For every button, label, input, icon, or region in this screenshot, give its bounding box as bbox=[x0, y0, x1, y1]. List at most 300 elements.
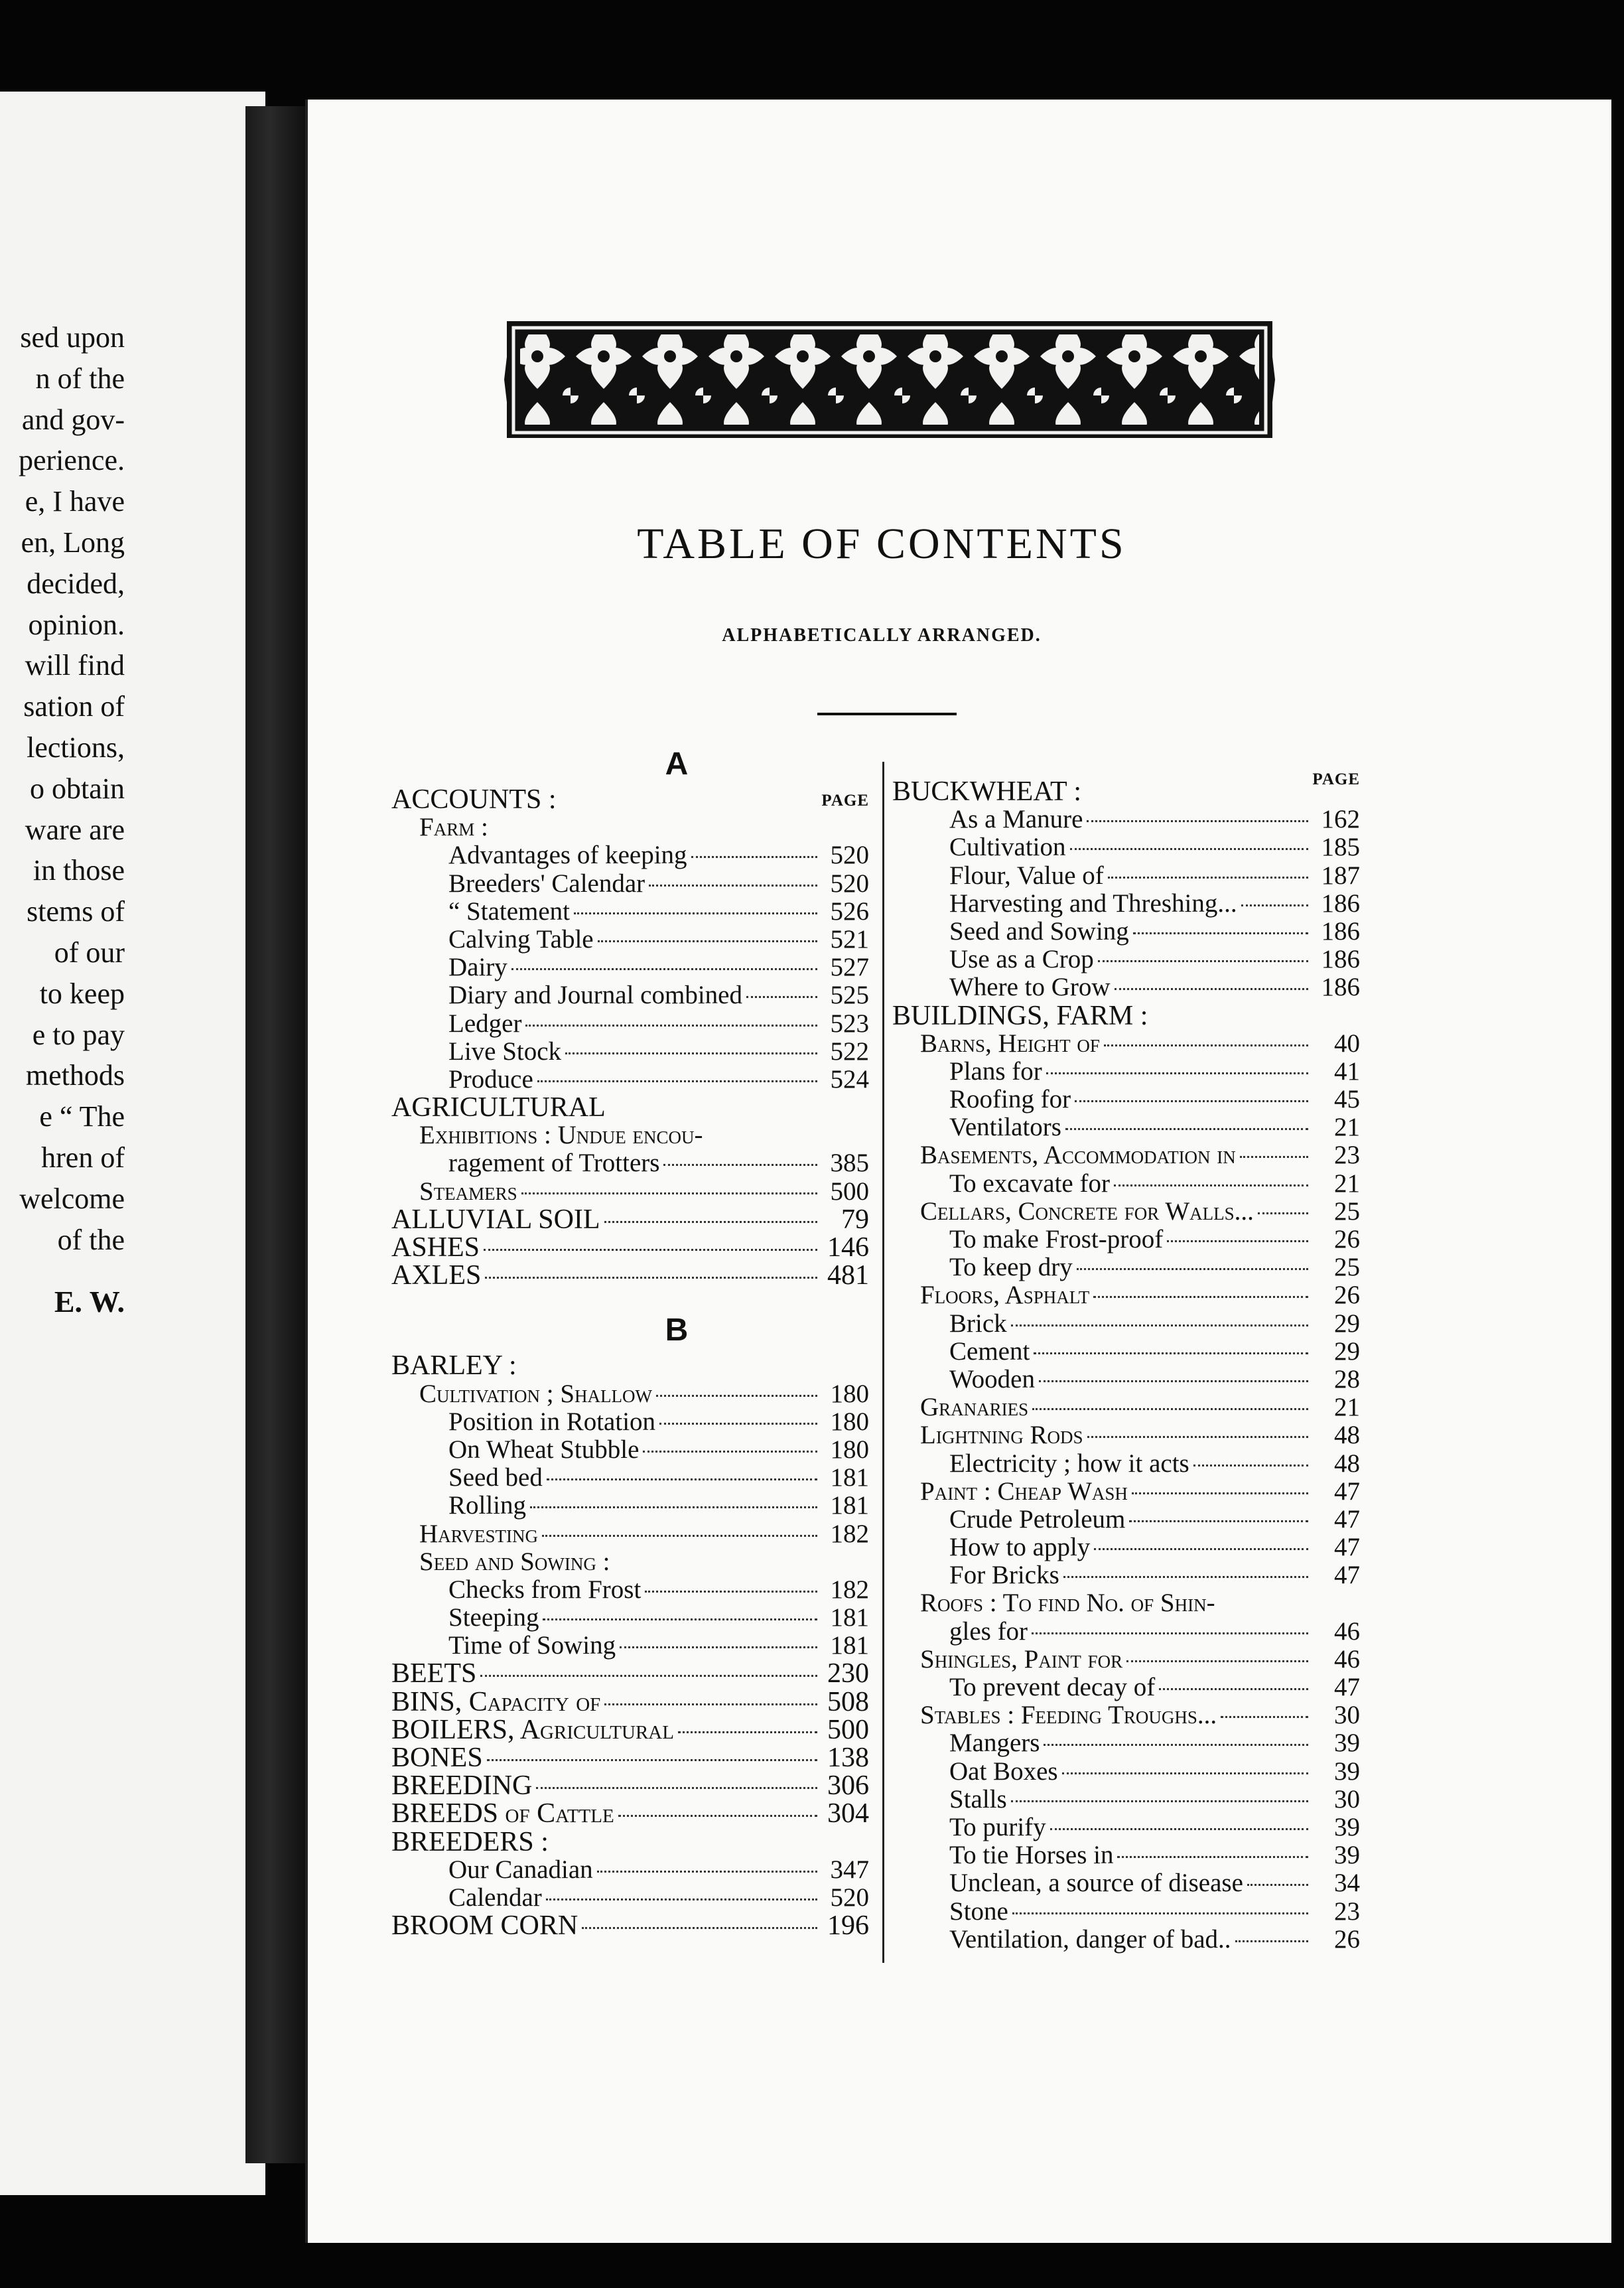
dot-leader bbox=[1235, 1940, 1308, 1942]
toc-entry bbox=[892, 1366, 1360, 1394]
entry-label: To purify bbox=[949, 1812, 1046, 1841]
dot-leader bbox=[1093, 1296, 1308, 1298]
ornamental-headpiece bbox=[504, 317, 1275, 443]
dot-leader bbox=[1070, 848, 1309, 850]
entry-page-number: 28 bbox=[1334, 1364, 1360, 1394]
entry-page-number: 29 bbox=[1334, 1309, 1360, 1338]
entry-label: Roofs : To find No. of Shin- bbox=[920, 1589, 1215, 1618]
entry-label: To tie Horses in bbox=[949, 1841, 1114, 1870]
entry-page-number: 39 bbox=[1334, 1729, 1360, 1758]
toc-entry bbox=[391, 1380, 869, 1408]
entry-page-number: 181 bbox=[830, 1491, 869, 1520]
toc-entry bbox=[892, 1869, 1360, 1897]
entry-label: Oat Boxes bbox=[949, 1756, 1058, 1786]
dot-leader bbox=[1046, 1072, 1308, 1074]
entry-label: To make Frost-proof bbox=[949, 1225, 1164, 1253]
toc-entry bbox=[391, 1716, 869, 1744]
facing-page-line: lections, bbox=[27, 731, 125, 764]
entry-page-number: 521 bbox=[830, 924, 869, 954]
toc-entry bbox=[892, 1170, 1360, 1198]
toc-entry bbox=[892, 1841, 1360, 1869]
entry-label: Paint : Cheap Wash bbox=[920, 1476, 1128, 1506]
entry-label: Our Canadian bbox=[448, 1855, 593, 1884]
facing-page-line: hren of bbox=[41, 1141, 125, 1174]
entry-label: Stalls bbox=[949, 1784, 1007, 1814]
entry-page-number: 508 bbox=[827, 1686, 869, 1717]
entry-page-number: 186 bbox=[1321, 889, 1360, 918]
entry-page-number: 25 bbox=[1334, 1196, 1360, 1226]
entry-page-number: 500 bbox=[827, 1714, 869, 1745]
toc-entry bbox=[391, 1828, 869, 1856]
entry-page-number: 385 bbox=[830, 1149, 869, 1178]
dot-leader bbox=[1104, 1044, 1308, 1046]
entry-label: For Bricks bbox=[949, 1561, 1059, 1590]
toc-entry bbox=[892, 1561, 1360, 1589]
entry-page-number: 522 bbox=[830, 1037, 869, 1066]
section-letter-a: A bbox=[665, 747, 689, 782]
entry-label: Steamers bbox=[419, 1177, 517, 1206]
toc-entry bbox=[391, 1408, 869, 1436]
entry-label: Cultivation ; Shallow bbox=[419, 1379, 653, 1408]
entry-label: Lightning Rods bbox=[920, 1421, 1083, 1450]
entry-label: Rolling bbox=[448, 1491, 527, 1520]
entry-label: Stables : Feeding Troughs... bbox=[920, 1701, 1217, 1730]
toc-entry bbox=[892, 890, 1360, 918]
entry-label: BUCKWHEAT : bbox=[892, 776, 1082, 807]
entry-page-number: 500 bbox=[830, 1177, 869, 1206]
entry-label: gles for bbox=[949, 1616, 1028, 1646]
dot-leader bbox=[1240, 1156, 1308, 1158]
toc-entry bbox=[391, 954, 869, 981]
facing-page-line: stems of bbox=[27, 895, 125, 928]
dot-leader bbox=[582, 1927, 817, 1929]
dot-leader bbox=[542, 1535, 817, 1537]
toc-entry bbox=[892, 1729, 1360, 1757]
dot-leader bbox=[485, 1277, 817, 1279]
dot-leader bbox=[620, 1646, 817, 1648]
entry-label: BEETS bbox=[391, 1658, 477, 1689]
entry-page-number: 34 bbox=[1334, 1869, 1360, 1898]
toc-entry bbox=[892, 1674, 1360, 1701]
entry-page-number: 481 bbox=[827, 1260, 869, 1291]
toc-entry bbox=[391, 1576, 869, 1604]
dot-leader bbox=[1062, 1772, 1308, 1774]
section-letter-b: B bbox=[665, 1313, 689, 1348]
toc-entry bbox=[391, 1772, 869, 1800]
facing-page-line: e “ The bbox=[39, 1100, 125, 1133]
entry-label: Crude Petroleum bbox=[949, 1504, 1126, 1534]
toc-entry bbox=[892, 1589, 1360, 1617]
dot-leader bbox=[521, 1192, 817, 1194]
entry-label: BOILERS, Agricultural bbox=[391, 1714, 674, 1745]
entry-page-number: 26 bbox=[1334, 1281, 1360, 1310]
facing-page-line: perience. bbox=[19, 444, 125, 477]
dot-leader bbox=[1039, 1380, 1308, 1382]
entry-label: Checks from Frost bbox=[448, 1575, 642, 1604]
entries-right bbox=[892, 770, 1360, 1954]
entry-page-number: 21 bbox=[1334, 1113, 1360, 1142]
entry-page-number: 523 bbox=[830, 1009, 869, 1038]
entry-page-number: 39 bbox=[1334, 1841, 1360, 1870]
facing-page-line: to keep bbox=[39, 977, 125, 1010]
toc-entry bbox=[892, 1898, 1360, 1926]
entry-page-number: 182 bbox=[830, 1519, 869, 1548]
toc-entry bbox=[892, 806, 1360, 833]
entry-page-number: 40 bbox=[1334, 1029, 1360, 1058]
toc-entry bbox=[892, 1198, 1360, 1226]
dot-leader bbox=[1167, 1240, 1308, 1242]
dot-leader bbox=[1012, 1912, 1308, 1914]
facing-page-line: methods bbox=[25, 1059, 125, 1092]
toc-entry bbox=[892, 1310, 1360, 1338]
entry-label: Cultivation bbox=[949, 833, 1066, 862]
dot-leader bbox=[746, 996, 817, 998]
toc-entry bbox=[892, 1450, 1360, 1478]
dot-leader bbox=[1011, 1324, 1308, 1326]
entry-page-number: 520 bbox=[830, 869, 869, 898]
entry-label: Use as a Crop bbox=[949, 945, 1094, 974]
facing-page-line: and gov- bbox=[21, 403, 125, 436]
entry-page-number: 520 bbox=[830, 1883, 869, 1912]
entry-label: BUILDINGS, FARM : bbox=[892, 1000, 1148, 1031]
entry-label: “ Statement bbox=[448, 896, 571, 926]
dot-leader bbox=[1034, 1352, 1308, 1354]
book-gutter bbox=[245, 106, 305, 2163]
toc-entry bbox=[892, 1646, 1360, 1674]
toc-entry bbox=[391, 1038, 869, 1066]
entry-label: To excavate for bbox=[949, 1169, 1110, 1198]
entry-page-number: 47 bbox=[1334, 1673, 1360, 1701]
toc-entry bbox=[391, 1149, 869, 1177]
entry-label: Mangers bbox=[949, 1729, 1040, 1758]
dot-leader bbox=[678, 1731, 817, 1733]
entry-label: How to apply bbox=[949, 1533, 1091, 1562]
facing-page-line: welcome bbox=[19, 1182, 125, 1215]
toc-entry bbox=[892, 778, 1360, 806]
toc-entry bbox=[892, 1786, 1360, 1814]
entry-label: Seed bed bbox=[448, 1463, 543, 1492]
dot-leader bbox=[1050, 1828, 1308, 1830]
dot-leader bbox=[546, 1898, 817, 1900]
entry-page-number: 21 bbox=[1334, 1169, 1360, 1198]
entry-label: Position in Rotation bbox=[448, 1407, 656, 1436]
entry-page-number: 186 bbox=[1321, 945, 1360, 974]
toc-entry bbox=[892, 1478, 1360, 1506]
dot-leader bbox=[530, 1506, 817, 1508]
entry-label: Time of Sowing bbox=[448, 1631, 616, 1660]
dot-leader bbox=[537, 1080, 817, 1082]
entry-label: AXLES bbox=[391, 1260, 482, 1291]
dot-leader bbox=[1247, 1884, 1308, 1886]
contents-column-left: A PAGE ACCOUNTS : Farm : Advantages of keeping 520 Breeders' Calendar 520 “ Statement 526 Calving Table 521 Dairy 527 Diary and Journal combined 525 Ledger 523 Live Stock 522 Produce 524 AGRICULTURAL Exhibitions : Undue encou- ragement of Trotters 385 Steamers 500 ALLUVIAL SOIL 79 ASHES 146 AXLES 481 B BARLEY : Cultivation ; Shallow 180 Position in Rotation 180 On Wheat Stubble 180 Seed bed 181 Rolling 181 Harvesting 182 Seed and Sowing : Checks from Frost 182 Steeping 181 Time of Sowing 181 BEETS 230 BINS, Capacity of 508 BOILERS, Agricultural 500 BONES 138 BREEDING 306 BREEDS of Cattle 304 BREEDERS : Our Canadian 347 Calendar 520 BROOM CORN 196 bbox=[391, 743, 869, 1940]
dot-leader bbox=[1117, 1856, 1308, 1858]
entry-label: Live Stock bbox=[448, 1037, 562, 1066]
entries-a bbox=[391, 786, 869, 1289]
entry-page-number: 47 bbox=[1334, 1504, 1360, 1534]
toc-entry bbox=[391, 786, 869, 814]
dot-leader bbox=[1065, 1128, 1308, 1130]
toc-entry bbox=[391, 926, 869, 954]
toc-entry bbox=[391, 1261, 869, 1289]
toc-entry bbox=[391, 1121, 869, 1149]
dot-leader bbox=[604, 1221, 817, 1223]
dot-leader bbox=[1094, 1548, 1308, 1550]
entry-label: Farm : bbox=[419, 813, 488, 842]
dot-leader bbox=[1126, 1660, 1308, 1662]
dot-leader bbox=[565, 1052, 817, 1054]
entry-page-number: 26 bbox=[1334, 1225, 1360, 1253]
entry-label: Produce bbox=[448, 1064, 533, 1094]
toc-entry bbox=[892, 1421, 1360, 1449]
toc-entry bbox=[391, 898, 869, 926]
dot-leader bbox=[1032, 1408, 1308, 1410]
toc-entry bbox=[892, 973, 1360, 1001]
dot-leader bbox=[536, 1787, 817, 1789]
column-divider bbox=[882, 762, 884, 1963]
entry-label: Harvesting and Threshing... bbox=[949, 889, 1237, 918]
entry-page-number: 187 bbox=[1321, 861, 1360, 890]
entry-page-number: 186 bbox=[1321, 916, 1360, 946]
dot-leader bbox=[1108, 877, 1308, 879]
dot-leader bbox=[1193, 1465, 1308, 1466]
entry-label: Barns, Height of bbox=[920, 1029, 1100, 1058]
dot-leader bbox=[1129, 1520, 1308, 1522]
toc-entry bbox=[391, 1688, 869, 1716]
entry-label: Stone bbox=[949, 1896, 1008, 1926]
entry-page-number: 45 bbox=[1334, 1085, 1360, 1114]
facing-page-text bbox=[0, 317, 125, 1319]
entry-label: Roofing for bbox=[949, 1085, 1071, 1114]
facing-page-line: e to pay bbox=[32, 1018, 125, 1051]
entry-label: On Wheat Stubble bbox=[448, 1435, 640, 1464]
entry-page-number: 47 bbox=[1334, 1533, 1360, 1562]
dot-leader bbox=[1133, 932, 1308, 934]
toc-entry bbox=[391, 1010, 869, 1038]
entry-page-number: 181 bbox=[830, 1603, 869, 1632]
entry-page-number: 21 bbox=[1334, 1393, 1360, 1422]
entry-label: Steeping bbox=[448, 1603, 539, 1632]
entry-label: Seed and Sowing : bbox=[419, 1547, 610, 1576]
entry-page-number: 23 bbox=[1334, 1896, 1360, 1926]
entry-page-number: 146 bbox=[827, 1232, 869, 1263]
entry-page-number: 26 bbox=[1334, 1924, 1360, 1954]
entry-label: To prevent decay of bbox=[949, 1673, 1156, 1701]
dot-leader bbox=[598, 940, 817, 942]
entry-label: Where to Grow bbox=[949, 973, 1111, 1002]
entry-label: Cellars, Concrete for Walls... bbox=[920, 1196, 1254, 1226]
facing-page-line: o obtain bbox=[30, 772, 125, 805]
entry-page-number: 230 bbox=[827, 1658, 869, 1689]
toc-entry bbox=[391, 1492, 869, 1520]
entry-label: Cement bbox=[949, 1336, 1030, 1366]
entry-label: Granaries bbox=[920, 1393, 1029, 1422]
toc-entry bbox=[391, 1744, 869, 1772]
entry-page-number: 39 bbox=[1334, 1756, 1360, 1786]
dot-leader bbox=[1032, 1632, 1308, 1634]
facing-page-line: of the bbox=[57, 1223, 125, 1256]
entry-page-number: 47 bbox=[1334, 1561, 1360, 1590]
dot-leader bbox=[1075, 1100, 1308, 1102]
facing-page-line: sation of bbox=[23, 690, 125, 723]
entry-page-number: 186 bbox=[1321, 973, 1360, 1002]
dot-leader bbox=[1044, 1744, 1308, 1746]
toc-entry bbox=[391, 1800, 869, 1827]
entry-label: Diary and Journal combined bbox=[448, 981, 742, 1010]
facing-page-line: in those bbox=[33, 854, 125, 887]
page-title: TABLE OF CONTENTS bbox=[637, 520, 1126, 568]
entry-page-number: 46 bbox=[1334, 1616, 1360, 1646]
toc-entry bbox=[391, 870, 869, 898]
toc-entry bbox=[892, 1002, 1360, 1030]
facing-page-line: decided, bbox=[27, 567, 125, 600]
dot-leader bbox=[1132, 1492, 1308, 1494]
toc-entry bbox=[892, 1281, 1360, 1309]
entry-label: ALLUVIAL SOIL bbox=[391, 1204, 600, 1235]
entry-label: Wooden bbox=[949, 1364, 1035, 1394]
dot-leader bbox=[618, 1815, 817, 1817]
toc-entry bbox=[892, 1058, 1360, 1086]
toc-entry bbox=[391, 1234, 869, 1261]
toc-entry bbox=[391, 814, 869, 841]
dot-leader bbox=[691, 856, 817, 858]
toc-entry bbox=[892, 833, 1360, 861]
dot-leader bbox=[1258, 1212, 1308, 1214]
toc-entry bbox=[892, 1534, 1360, 1561]
facing-page-line: en, Long bbox=[21, 526, 125, 559]
toc-entry bbox=[892, 1113, 1360, 1141]
dot-leader bbox=[663, 1164, 817, 1166]
dot-leader bbox=[525, 1025, 817, 1027]
contents-column-right: PAGE BUCKWHEAT : As a Manure 162 Cultivation 185 Flour, Value of 187 Harvesting and Threshing... 186 Seed and Sowing 186 Use as a Crop 186 Where to Grow 186 BUILDINGS, FARM : Barns, Height of 40 Plans for 41 Roofing for 45 Ventilators 21 Basements, Accommodation in 23 To excavate for 21 Cellars, Concrete for Walls... 25 To make Frost-proof 26 To keep dry 25 Floors, Asphalt 26 Brick 29 Cement 29 Wooden 28 Granaries 21 Lightning Rods 48 Electricity ; how it acts 48 Paint : Cheap Wash 47 Crude Petroleum 47 How to apply 47 For Bricks 47 Roofs : To find No. of Shin- gles for 46 Shingles, Paint for 46 To prevent decay of 47 Stables : Feeding Troughs... 30 Mangers 39 Oat Boxes 39 Stalls 30 To purify 39 To tie Horses in 39 Unclean, a source of disease 34 Stone 23 Ventilation, danger of bad.. 26 bbox=[892, 770, 1360, 1954]
dot-leader bbox=[574, 912, 817, 914]
toc-entry bbox=[892, 1506, 1360, 1534]
entry-label: AGRICULTURAL bbox=[391, 1092, 606, 1123]
entry-page-number: 527 bbox=[830, 953, 869, 982]
entry-page-number: 162 bbox=[1321, 805, 1360, 834]
entry-page-number: 25 bbox=[1334, 1253, 1360, 1282]
entry-label: BONES bbox=[391, 1743, 483, 1773]
dot-leader bbox=[511, 968, 817, 970]
toc-entry bbox=[391, 1464, 869, 1492]
toc-entry bbox=[892, 918, 1360, 946]
entry-label: Ledger bbox=[448, 1009, 522, 1038]
entry-page-number: 138 bbox=[827, 1743, 869, 1773]
entry-page-number: 181 bbox=[830, 1631, 869, 1660]
dot-leader bbox=[1011, 1800, 1308, 1802]
dot-leader bbox=[1087, 820, 1308, 822]
entries-b bbox=[391, 1352, 869, 1940]
facing-page-line: n of the bbox=[35, 362, 125, 395]
entry-page-number: 79 bbox=[841, 1204, 869, 1235]
dot-leader bbox=[604, 1703, 817, 1705]
toc-entry bbox=[892, 1701, 1360, 1729]
toc-entry bbox=[892, 1030, 1360, 1058]
entry-label: BREEDS of Cattle bbox=[391, 1798, 614, 1829]
toc-entry bbox=[892, 1394, 1360, 1421]
toc-entry bbox=[391, 981, 869, 1009]
dot-leader bbox=[1115, 988, 1308, 990]
entry-page-number: 23 bbox=[1334, 1141, 1360, 1170]
toc-entry bbox=[391, 1352, 869, 1380]
entry-page-number: 47 bbox=[1334, 1476, 1360, 1506]
toc-entry bbox=[391, 1436, 869, 1464]
dot-leader bbox=[1087, 1436, 1308, 1438]
toc-entry bbox=[391, 1206, 869, 1234]
entry-page-number: 196 bbox=[827, 1910, 869, 1942]
entry-label: Floors, Asphalt bbox=[920, 1281, 1090, 1310]
facing-page-line: ware are bbox=[25, 813, 125, 846]
entry-label: Advantages of keeping bbox=[448, 841, 687, 870]
dot-leader bbox=[649, 885, 817, 887]
facing-page-line: of our bbox=[54, 936, 125, 969]
entry-label: ACCOUNTS : bbox=[391, 784, 557, 815]
dot-leader bbox=[1114, 1184, 1308, 1186]
toc-entry bbox=[391, 1884, 869, 1912]
dot-leader bbox=[656, 1395, 817, 1397]
toc-entry bbox=[892, 946, 1360, 973]
entry-label: Unclean, a source of disease bbox=[949, 1869, 1243, 1898]
toc-entry bbox=[391, 1632, 869, 1660]
entry-label: Calving Table bbox=[448, 924, 594, 954]
entry-label: To keep dry bbox=[949, 1253, 1073, 1282]
entry-page-number: 524 bbox=[830, 1064, 869, 1094]
entry-page-number: 304 bbox=[827, 1798, 869, 1829]
toc-entry bbox=[892, 1758, 1360, 1786]
dot-leader bbox=[597, 1871, 817, 1873]
dot-leader bbox=[1159, 1688, 1308, 1690]
dot-leader bbox=[1063, 1576, 1308, 1578]
toc-entry bbox=[892, 1338, 1360, 1366]
entry-page-number: 46 bbox=[1334, 1644, 1360, 1674]
toc-entry bbox=[391, 1548, 869, 1576]
toc-entry bbox=[892, 1814, 1360, 1841]
entry-page-number: 30 bbox=[1334, 1784, 1360, 1814]
entry-page-number: 30 bbox=[1334, 1701, 1360, 1730]
facing-page bbox=[0, 92, 265, 2195]
dot-leader bbox=[484, 1249, 817, 1251]
entry-label: Seed and Sowing bbox=[949, 916, 1129, 946]
entry-label: Breeders' Calendar bbox=[448, 869, 645, 898]
title-rule bbox=[817, 713, 957, 715]
toc-entry bbox=[391, 1604, 869, 1632]
entry-label: Electricity ; how it acts bbox=[949, 1449, 1189, 1478]
entry-label: Harvesting bbox=[419, 1519, 538, 1548]
entry-label: Ventilators bbox=[949, 1113, 1061, 1142]
dot-leader bbox=[643, 1451, 817, 1453]
dot-leader bbox=[543, 1618, 817, 1620]
entry-label: Flour, Value of bbox=[949, 861, 1104, 890]
toc-entry bbox=[892, 1618, 1360, 1646]
dot-leader bbox=[1077, 1268, 1308, 1270]
toc-entry bbox=[391, 1094, 869, 1121]
entry-page-number: 180 bbox=[830, 1379, 869, 1408]
facing-page-line: opinion. bbox=[28, 608, 125, 641]
dot-leader bbox=[480, 1675, 817, 1677]
entry-label: ASHES bbox=[391, 1232, 480, 1263]
facing-page-signature: E. W. bbox=[54, 1285, 125, 1319]
dot-leader bbox=[1221, 1716, 1308, 1718]
entry-label: BINS, Capacity of bbox=[391, 1686, 601, 1717]
toc-entry bbox=[391, 1660, 869, 1687]
entry-label: BREEDERS : bbox=[391, 1826, 549, 1857]
entry-page-number: 181 bbox=[830, 1463, 869, 1492]
entry-page-number: 180 bbox=[830, 1435, 869, 1464]
toc-entry bbox=[892, 1086, 1360, 1113]
toc-entry bbox=[892, 1141, 1360, 1169]
entry-page-number: 48 bbox=[1334, 1449, 1360, 1478]
dot-leader bbox=[659, 1423, 817, 1425]
entry-page-number: 180 bbox=[830, 1407, 869, 1436]
